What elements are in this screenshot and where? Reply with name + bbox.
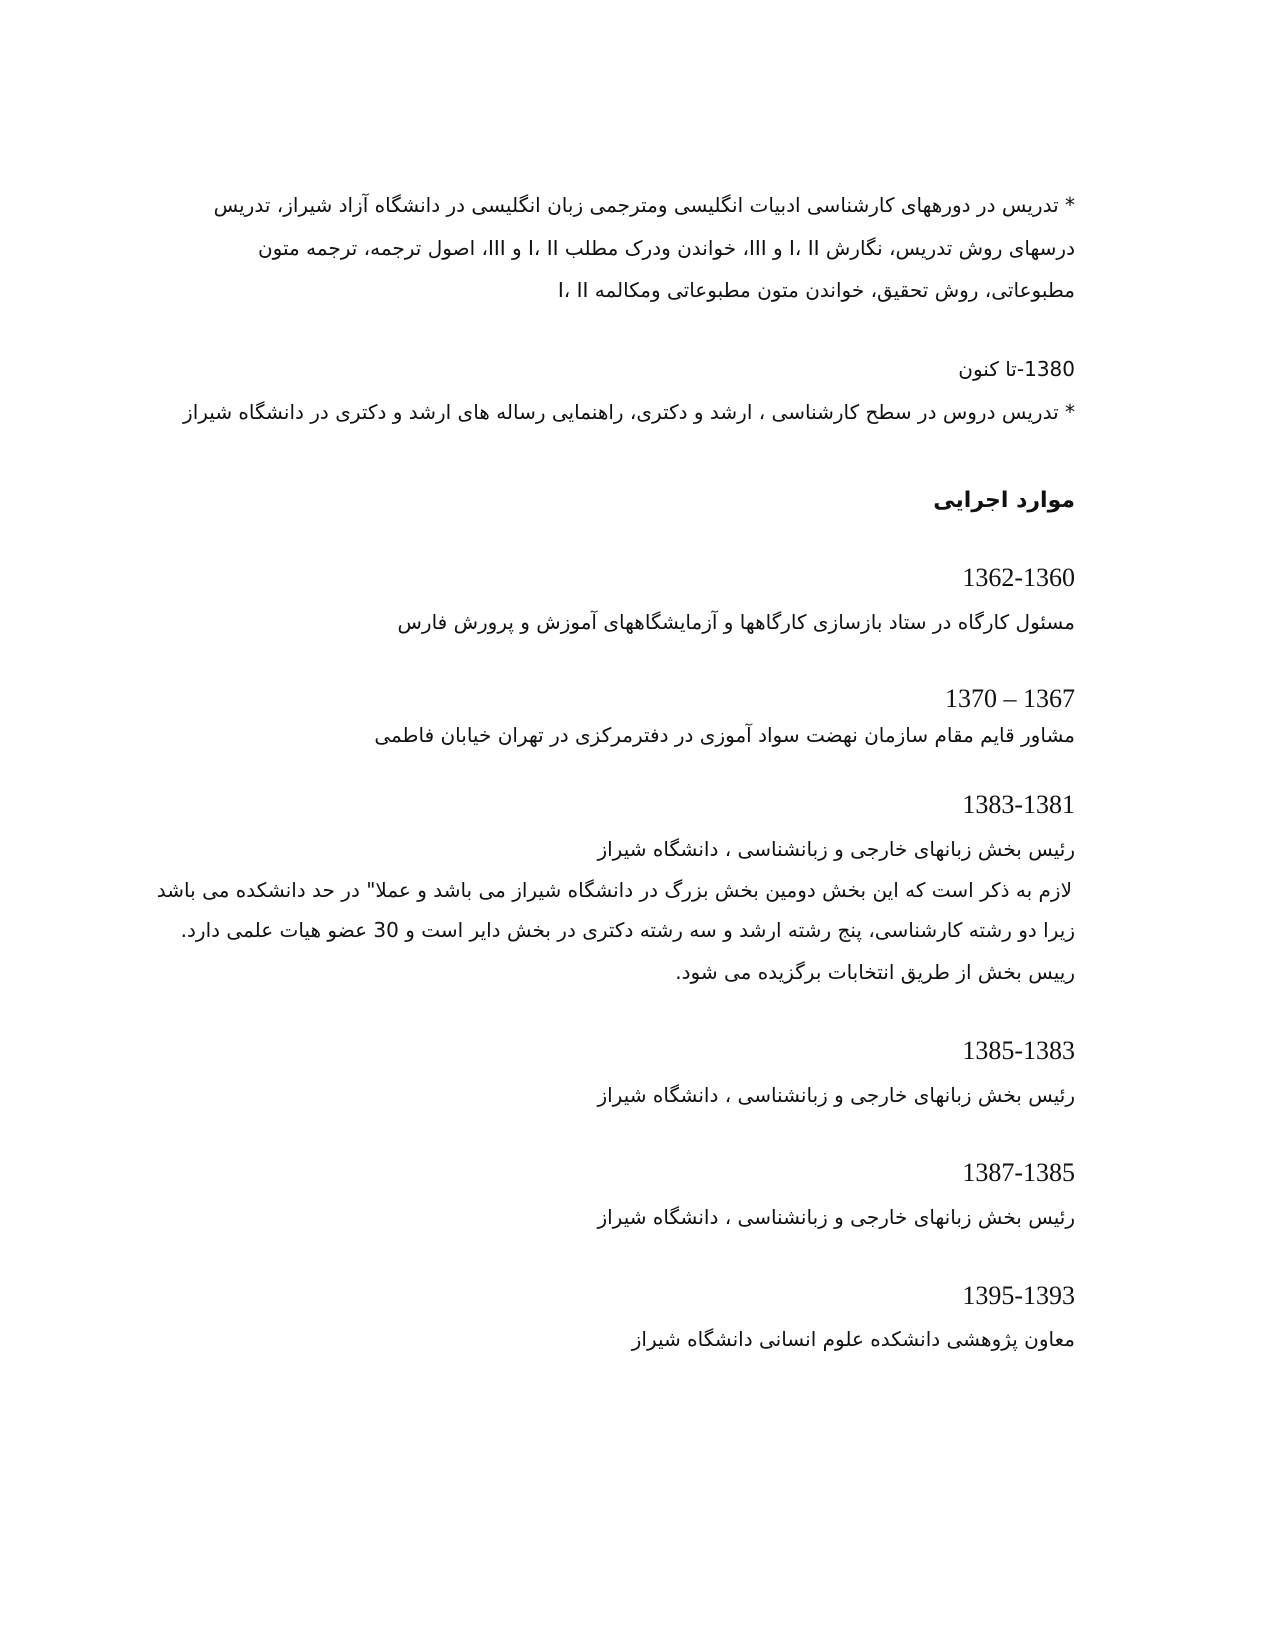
executive-item-years: 1385-1383 (962, 1036, 1075, 1065)
teaching-azad-line-2: درسهای روش تدریس، نگارش I، II و III، خواندن ودرک مطلب I، II و III، اصول ترجمه، ترجمه متون (257, 236, 1075, 260)
executive-item-years: 1370 – 1367 (945, 684, 1075, 713)
teaching-azad-line-3: مطبوعاتی، روش تحقیق، خواندن متون مطبوعاتی ومکالمه I، II (557, 278, 1075, 302)
executive-item-description: رئیس بخش زبانهای خارجی و زبانشناسی ، دانشگاه شیراز (597, 1205, 1075, 1229)
executive-item-years: 1387-1385 (962, 1158, 1075, 1187)
executive-item-description: مسئول کارگاه در ستاد بازسازی کارگاهها و آزمایشگاههای آموزش و پرورش فارس (397, 610, 1075, 634)
teaching-azad-line-1: * تدریس در دورههای کارشناسی ادبیات انگلیسی ومترجمی زبان انگلیسی در دانشگاه آزاد شیراز، تدریس (213, 193, 1075, 217)
executive-heading: موارد اجرایی (933, 488, 1075, 513)
executive-item-years: 1362-1360 (962, 563, 1075, 592)
executive-item-years: 1395-1393 (962, 1281, 1075, 1310)
executive-item-description: مشاور قایم مقام سازمان نهضت سواد آموزی در دفترمرکزی در تهران خیابان فاطمی (374, 723, 1075, 747)
teaching-shiraz-description: * تدریس دروس در سطح کارشناسی ، ارشد و دکتری، راهنمایی رساله های ارشد و دکتری در دانشگاه شیراز (183, 400, 1075, 424)
teaching-shiraz-period: 1380-تا کنون (958, 357, 1075, 381)
executive-item-years: 1383-1381 (962, 790, 1075, 819)
executive-item-description: معاون پژوهشی دانشکده علوم انسانی دانشگاه شیراز (631, 1327, 1075, 1351)
executive-item-description: رئیس بخش زبانهای خارجی و زبانشناسی ، دانشگاه شیراز (597, 1083, 1075, 1107)
executive-item-note-line-1: لازم به ذکر است که این بخش دومین بخش بزرگ در دانشگاه شیراز می باشد و عملا" در حد دانشکده می باشد (156, 878, 1072, 902)
executive-item-note-line-2: زیرا دو رشته کارشناسی، پنج رشته ارشد و سه رشته دکتری در بخش دایر است و 30 عضو هیات علمی دارد. (180, 918, 1075, 942)
executive-item-note-line-3: رییس بخش از طریق انتخابات برگزیده می شود. (675, 960, 1075, 984)
executive-item-description: رئیس بخش زبانهای خارجی و زبانشناسی ، دانشگاه شیراز (597, 837, 1075, 861)
